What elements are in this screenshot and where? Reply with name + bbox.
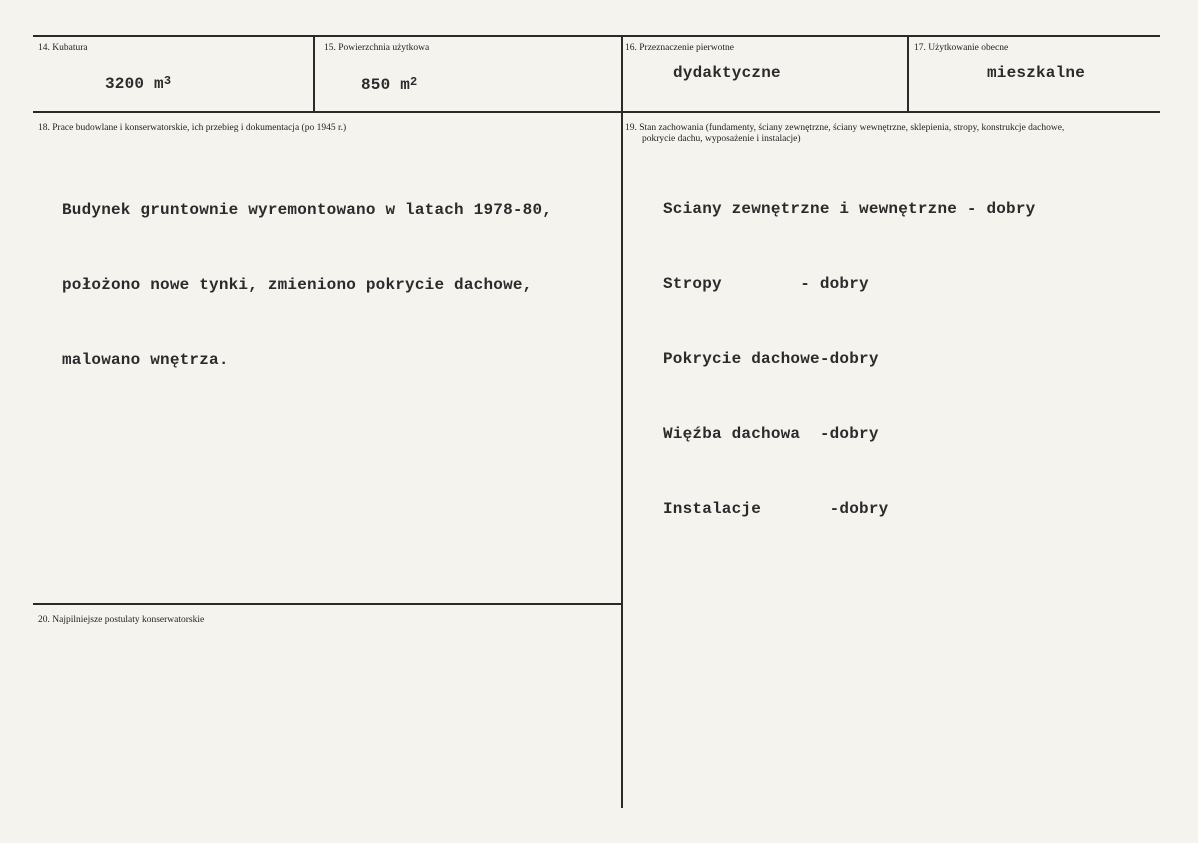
section-divider xyxy=(33,603,623,605)
field-14-value xyxy=(105,75,171,93)
field-19-label-line1: 19. Stan zachowania (fundamenty, ściany zewnętrzne, ściany wewnętrzne, sklepienia, stropy, konstrukcje dachowe, xyxy=(625,123,1065,133)
col-divider-1 xyxy=(313,35,315,113)
field-15-exponent: 2 xyxy=(410,75,418,89)
field-16-value: dydaktyczne xyxy=(673,64,781,82)
col-divider-center xyxy=(621,35,623,808)
field-18-line: malowano wnętrza. xyxy=(62,351,229,369)
field-14-label: 14. Kubatura xyxy=(38,43,88,53)
field-14-exponent: 3 xyxy=(163,74,172,88)
col-divider-3 xyxy=(907,35,909,113)
field-15-label: 15. Powierzchnia użytkowa xyxy=(324,43,430,53)
field-19-label-line2: pokrycie dachu, wyposażenie i instalacje) xyxy=(642,134,801,144)
field-19-line: Stropy - dobry xyxy=(663,275,869,293)
field-18-line: Budynek gruntownie wyremontowano w latach 1978-80, xyxy=(62,201,553,219)
field-17-label: 17. Użytkowanie obecne xyxy=(914,43,1009,53)
field-19-text xyxy=(663,147,1035,572)
field-20-label: 20. Najpilniejsze postulaty konserwatorskie xyxy=(38,615,205,625)
field-18-label: 18. Prace budowlane i konserwatorskie, ich przebieg i dokumentacja (po 1945 r.) xyxy=(38,123,347,133)
field-15-value xyxy=(361,76,417,94)
field-18-line: położono nowe tynki, zmieniono pokrycie dachowe, xyxy=(62,276,533,294)
field-17-value: mieszkalne xyxy=(987,64,1086,82)
row-divider xyxy=(33,111,1160,113)
field-19-line: Instalacje -dobry xyxy=(663,500,889,518)
field-14-number: 3200 m xyxy=(105,75,164,93)
field-19-line: Pokrycie dachowe-dobry xyxy=(663,350,879,368)
field-19-line: Więźba dachowa -dobry xyxy=(663,425,879,443)
field-19-label xyxy=(625,123,1064,145)
field-19-line: Sciany zewnętrzne i wewnętrzne - dobry xyxy=(663,200,1036,218)
top-border xyxy=(33,35,1160,37)
field-18-text xyxy=(62,148,552,423)
field-15-number: 850 m xyxy=(361,76,411,94)
field-16-label: 16. Przeznaczenie pierwotne xyxy=(625,43,734,53)
